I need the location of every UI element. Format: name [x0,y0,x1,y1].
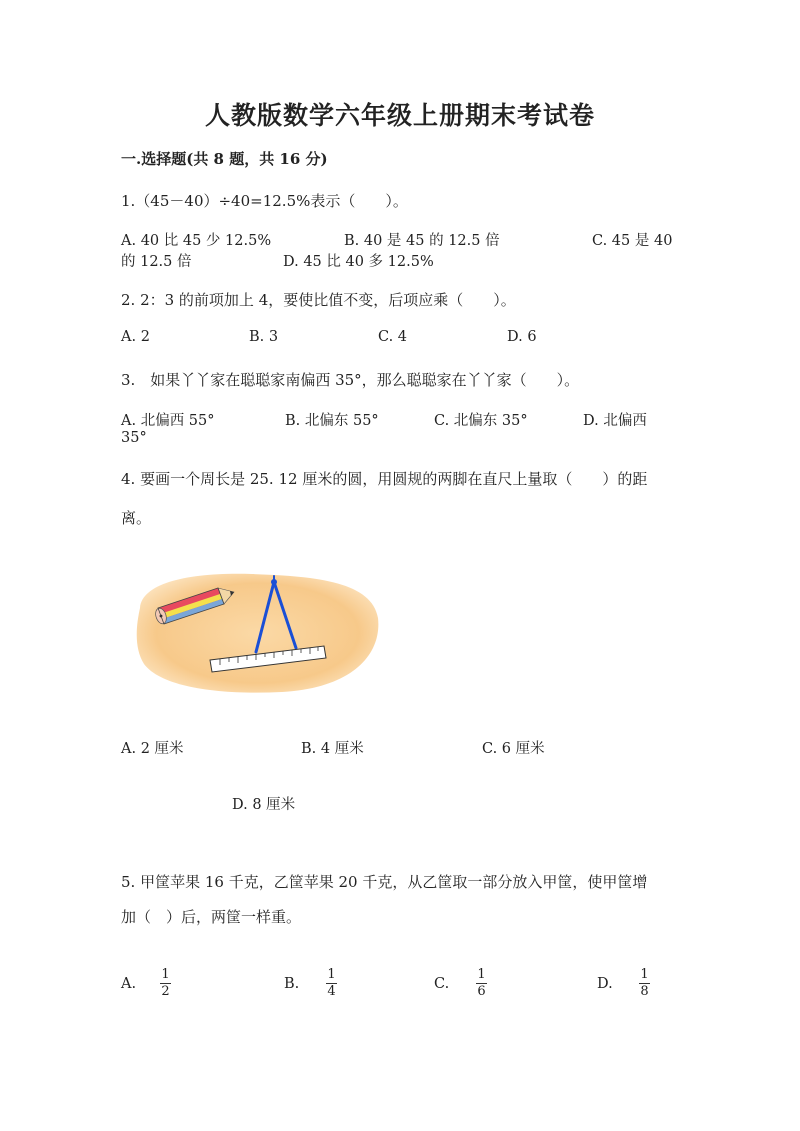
question-4-option-b: B. 4 厘米 [301,741,364,757]
fraction-numerator: 1 [477,967,486,982]
question-1-option-c: C. 45 是 40 [592,233,673,249]
question-2-stem: 2. 2：3 的前项加上 4，要使比值不变，后项应乘（ ）。 [121,291,516,309]
question-4-option-a: A. 2 厘米 [121,741,184,757]
fraction-denominator: 4 [327,984,336,999]
question-4-option-d: D. 8 厘米 [232,797,296,813]
question-4-stem-line-1: 4. 要画一个周长是 25. 12 厘米的圆，用圆规的两脚在直尺上量取（ ）的距 [121,470,648,488]
question-5-option-c-label: C. [434,976,450,992]
question-5-option-d-fraction [639,968,650,999]
page-title: 人教版数学六年级上册期末考试卷 [204,101,595,130]
fraction-numerator: 1 [161,967,170,982]
fraction-denominator: 2 [161,984,170,999]
compass-ruler-figure [132,568,382,696]
question-2-option-d: D. 6 [507,329,537,345]
question-1-option-d: D. 45 比 40 多 12.5% [283,254,434,270]
question-1-stem: 1.（45－40）÷40=12.5%表示（ ）。 [121,192,408,210]
question-5-option-a-label: A. [121,976,137,992]
question-3-option-c: C. 北偏东 35° [434,413,528,429]
question-3-option-d-continued: 35° [121,430,147,446]
question-5-stem-line-1: 5. 甲筐苹果 16 千克，乙筐苹果 20 千克，从乙筐取一部分放入甲筐，使甲筐增 [121,873,648,891]
question-1-option-a: A. 40 比 45 少 12.5% [121,233,272,249]
question-3-option-b: B. 北偏东 55° [285,413,379,429]
fraction-numerator: 1 [327,967,336,982]
question-5-option-b-fraction [326,968,337,999]
section-heading: 一.选择题(共 8 题，共 16 分) [121,150,328,168]
question-1-option-c-continued: 的 12.5 倍 [121,254,192,270]
question-3-option-a: A. 北偏西 55° [121,413,215,429]
question-4-stem-line-2: 离。 [121,509,152,527]
question-5-option-c-fraction [476,968,487,999]
fraction-denominator: 8 [640,984,649,999]
fraction-denominator: 6 [477,984,486,999]
question-3-stem: 3. 如果丫丫家在聪聪家南偏西 35°，那么聪聪家在丫丫家（ ）。 [121,371,580,389]
question-2-option-c: C. 4 [378,329,408,345]
question-5-option-a-fraction [160,968,171,999]
question-1-option-b: B. 40 是 45 的 12.5 倍 [344,233,500,249]
question-5-option-b-label: B. [284,976,300,992]
question-4-option-c: C. 6 厘米 [482,741,545,757]
question-5-stem-line-2: 加（ ）后，两筐一样重。 [121,908,302,926]
compass-hinge [271,579,277,585]
question-3-option-d: D. 北偏西 [583,413,647,429]
question-2-option-a: A. 2 [121,329,150,345]
question-2-option-b: B. 3 [249,329,279,345]
question-5-option-d-label: D. [597,976,613,992]
fraction-numerator: 1 [640,967,649,982]
